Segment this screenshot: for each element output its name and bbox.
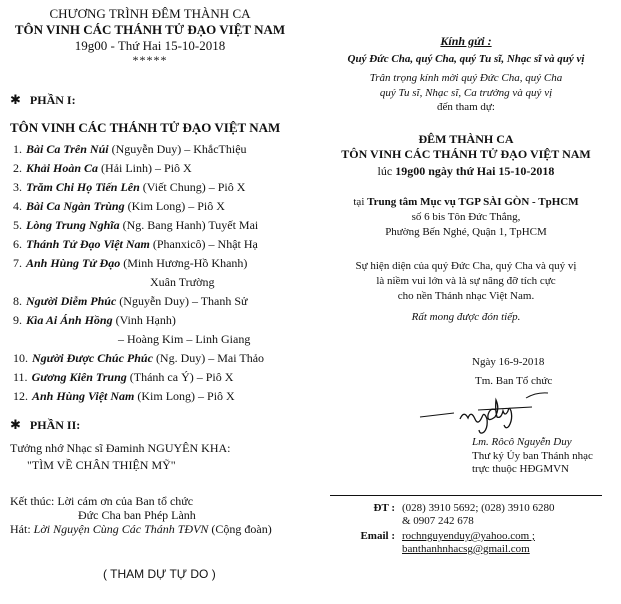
tribute-title: "TÌM VỀ CHÂN THIỆN MỸ" [27, 458, 176, 472]
song-item [13, 142, 247, 157]
phone-numbers: (028) 3910 5692; (028) 3910 6280 [402, 502, 555, 514]
song-title: Anh Hùng Tử Đạo [26, 256, 121, 270]
event-time [316, 164, 616, 179]
song-title: Gương Kiên Trung [31, 370, 127, 384]
song-credit: (Kim Long) – Piô X [124, 199, 225, 213]
song-item [13, 370, 233, 385]
song-title: Thánh Tử Đạo Việt Nam [26, 237, 150, 251]
presence-line-1: Sự hiện diện của quý Đức Cha, quý Cha và quý vị [355, 260, 577, 272]
song-number: 6. [13, 237, 22, 251]
time-prefix: lúc [377, 164, 396, 178]
tribute-line: Tưởng nhớ Nhạc sĩ Đaminh NGUYÊN KHA: [10, 441, 231, 455]
part2-label: PHẦN II: [29, 418, 81, 432]
signer-role-1: Thư ký Ủy ban Thánh nhạc [472, 450, 593, 462]
song-credit: Xuân Trường [150, 275, 215, 289]
address-line-2: Phường Bến Nghé, Quận 1, TpHCM [385, 226, 547, 238]
song-item [13, 256, 247, 271]
hymn-prefix: Hát: [10, 522, 34, 536]
program-title: CHƯƠNG TRÌNH ĐÊM THÀNH CA [49, 6, 251, 21]
song-credit: (Ng. Duy) – Mai Thảo [152, 351, 265, 365]
song-item [13, 180, 245, 195]
presence-line-2: là niềm vui lớn và là sự nâng đỡ tích cực [376, 275, 556, 287]
song-number: 3. [13, 180, 22, 194]
venue-prefix: tại [353, 196, 368, 208]
song-title: Người Diễm Phúc [26, 294, 117, 308]
invite-line-2: quý Tu sĩ, Nhạc sĩ, Ca trưởng và quý vị [379, 87, 553, 99]
invite-line-3: đến tham dự: [437, 101, 495, 113]
contact-divider [330, 495, 602, 496]
song-title: Bài Ca Trên Núi [26, 142, 109, 156]
song-credit: (Kim Long) – Piô X [134, 389, 235, 403]
song-credit: (Ng. Bang Hanh) Tuyết Mai [119, 218, 259, 232]
letter-date: Ngày 16-9-2018 [472, 356, 545, 368]
song-item [13, 389, 235, 404]
song-number: 2. [13, 161, 22, 175]
song-credit: (Nguyễn Duy) – Thanh Sử [116, 294, 248, 308]
song-credit: – Hoàng Kim – Linh Giang [118, 332, 251, 346]
welcome-line: Rất mong được đón tiếp. [411, 311, 521, 323]
song-number: 5. [13, 218, 22, 232]
email-label: Email : [360, 530, 395, 542]
song-number: 10. [13, 351, 28, 365]
address-line-1: số 6 bis Tôn Đức Thắng, [411, 211, 521, 223]
song-item [13, 199, 225, 214]
song-item [13, 294, 248, 309]
blessing-line: Đức Cha ban Phép Lành [78, 508, 196, 522]
song-item [13, 313, 176, 328]
greeting: Kính gửi : [440, 34, 492, 48]
song-credit: (Viết Chung) – Piô X [139, 180, 246, 194]
email-link-2[interactable]: banthanhnhacsg@gmail.com [402, 543, 530, 555]
song-title: Bài Ca Ngàn Trùng [26, 199, 125, 213]
hymn-title: Lời Nguyện Cùng Các Thánh TĐVN [33, 522, 209, 536]
song-item [13, 351, 264, 366]
song-title: Lòng Trung Nghĩa [26, 218, 120, 232]
organizer: Tm. Ban Tổ chức [475, 375, 553, 387]
song-credit: (Nguyễn Duy) – KhắcThiệu [108, 142, 247, 156]
program-subtitle: TÔN VINH CÁC THÁNH TỬ ĐẠO VIỆT NAM [14, 22, 286, 37]
part2-heading [10, 418, 80, 433]
song-number: 9. [13, 313, 22, 327]
free-admission-note: ( THAM DỰ TỰ DO ) [103, 567, 216, 581]
asterisk-icon: ✱ [10, 418, 21, 433]
song-number: 1. [13, 142, 22, 156]
song-item [13, 161, 192, 176]
song-credit: (Hải Linh) – Piô X [98, 161, 192, 175]
song-title: Người Được Chúc Phúc [32, 351, 153, 365]
hymn-line [10, 522, 272, 537]
song-credit: (Phanxicô) – Nhật Hạ [149, 237, 258, 251]
song-title: Anh Hùng Việt Nam [32, 389, 135, 403]
part1-title: TÔN VINH CÁC THÁNH TỬ ĐẠO VIỆT NAM [10, 120, 281, 135]
stars-divider: ***** [132, 53, 168, 67]
event-title: ĐÊM THÀNH CA [418, 132, 514, 146]
song-number: 11. [13, 370, 28, 384]
song-item [13, 237, 258, 252]
song-item [118, 332, 250, 347]
song-title: Khải Hoàn Ca [26, 161, 99, 175]
time-value: 19g00 ngày thứ Hai 15-10-2018 [395, 164, 555, 178]
part1-heading [10, 93, 76, 108]
program-time: 19g00 - Thứ Hai 15-10-2018 [74, 38, 226, 53]
phone-label: ĐT : [373, 502, 395, 514]
venue-name: Trung tâm Mục vụ TGP SÀI GÒN - TpHCM [367, 196, 579, 208]
song-number: 4. [13, 199, 22, 213]
signer-role-2: trực thuộc HĐGMVN [472, 463, 570, 475]
song-number: 12. [13, 389, 28, 403]
part1-label: PHẦN I: [29, 93, 76, 107]
song-title: Kìa Ai Ánh Hồng [26, 313, 113, 327]
song-number: 7. [13, 256, 22, 270]
venue [316, 196, 616, 208]
song-credit: (Thánh ca Ý) – Piô X [126, 370, 234, 384]
song-credit: (Minh Hương-Hồ Khanh) [120, 256, 248, 270]
song-credit: (Vinh Hạnh) [112, 313, 176, 327]
song-item [13, 218, 258, 233]
presence-line-3: cho nền Thánh nhạc Việt Nam. [397, 290, 535, 302]
email-link-1[interactable]: rochnguyenduy@yahoo.com ; [402, 530, 535, 542]
signature-image [414, 386, 574, 438]
recipients: Quý Đức Cha, quý Cha, quý Tu sĩ, Nhạc sĩ và quý vị [347, 53, 585, 65]
invite-line-1: Trân trọng kính mời quý Đức Cha, quý Cha [369, 72, 563, 84]
song-item [150, 275, 215, 290]
closing-line: Kết thúc: Lời cám ơn của Ban tổ chức [10, 494, 194, 508]
song-title: Trăm Chi Họ Tiến Lên [26, 180, 140, 194]
phone-mobile: & 0907 242 678 [402, 515, 474, 527]
asterisk-icon: ✱ [10, 93, 21, 108]
event-subtitle: TÔN VINH CÁC THÁNH TỬ ĐẠO VIỆT NAM [341, 147, 591, 161]
signer-name: Lm. Rôcô Nguyễn Duy [472, 436, 572, 448]
song-number: 8. [13, 294, 22, 308]
hymn-suffix: (Cộng đoàn) [208, 522, 272, 536]
